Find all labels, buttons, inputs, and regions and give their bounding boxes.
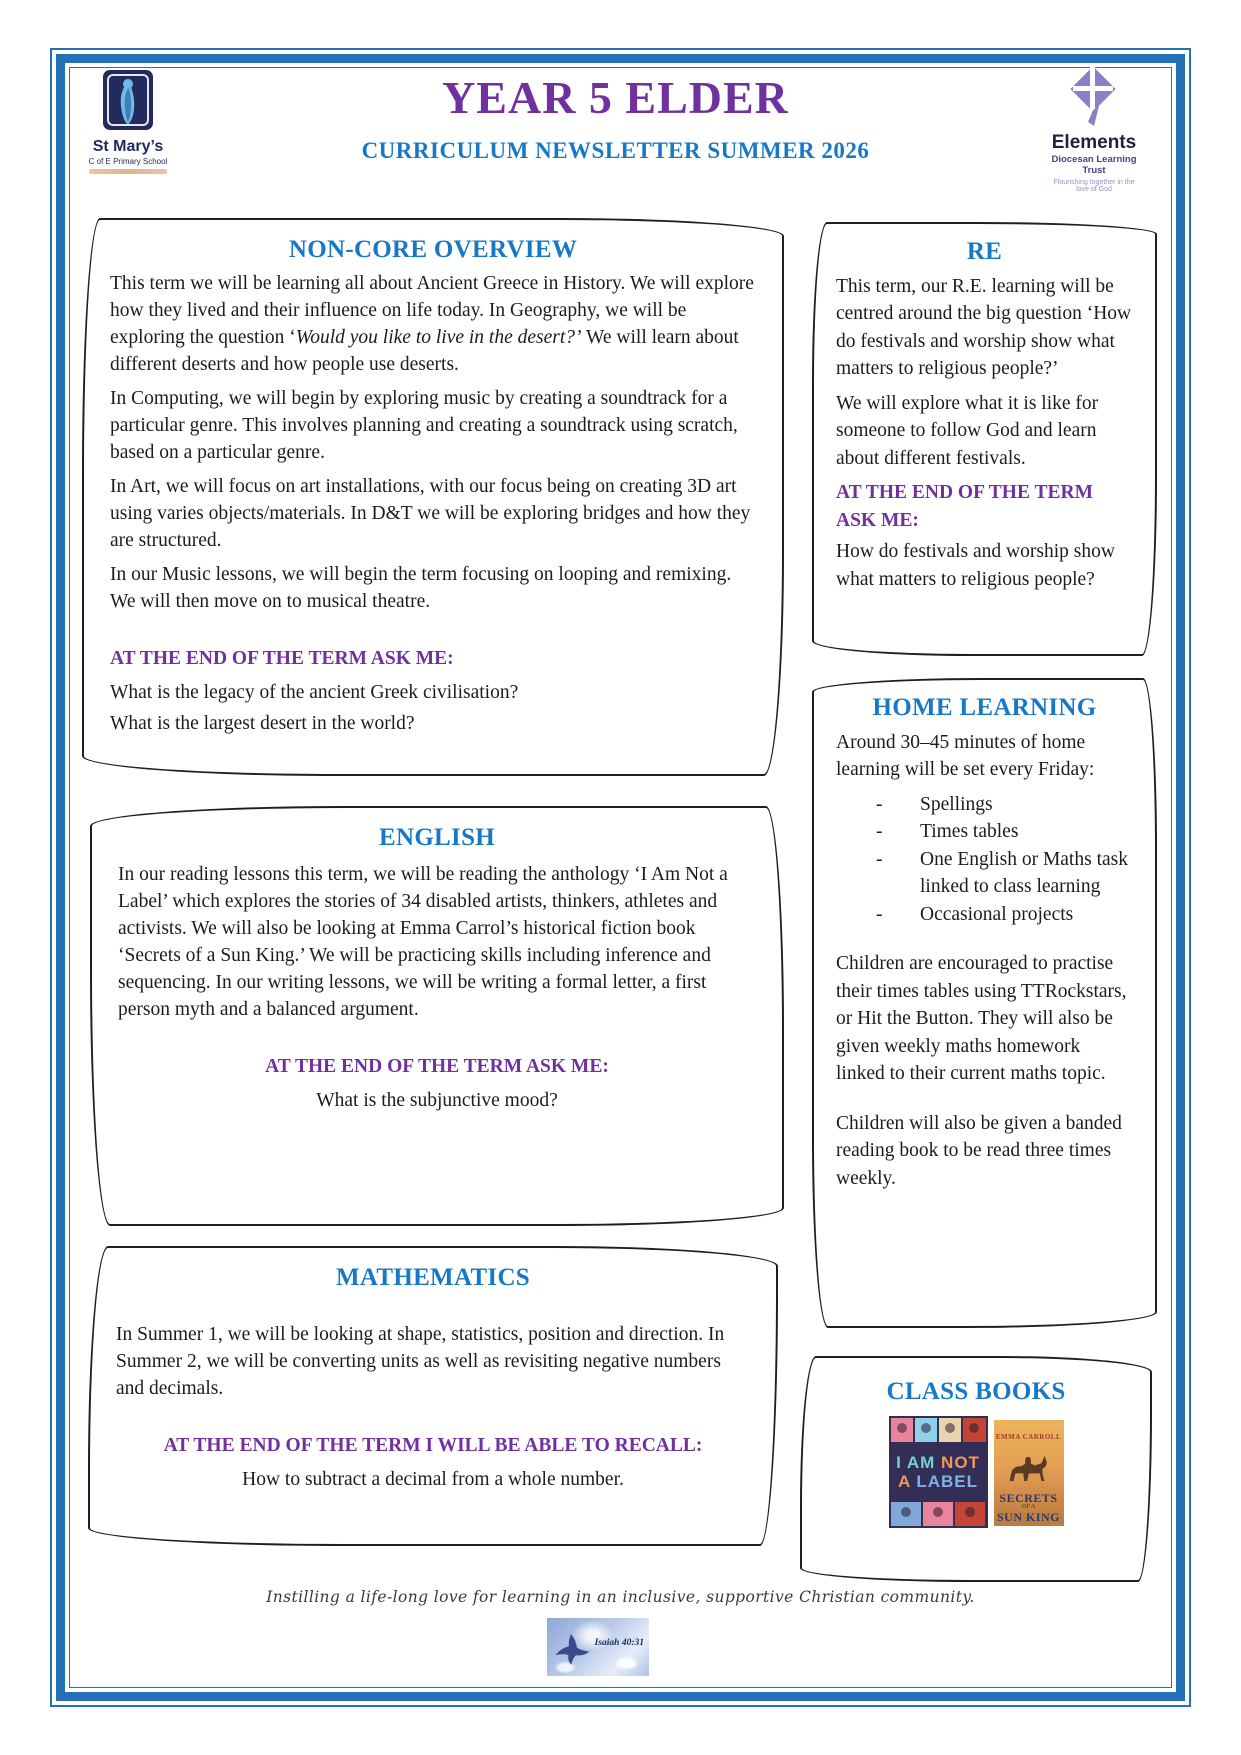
school-motto: Instilling a life-long love for learning in an inclusive, supportive Christian community. xyxy=(266,1588,975,1606)
bullet-marker: - xyxy=(876,793,883,815)
portrait-tile xyxy=(915,1418,937,1442)
mathematics-box xyxy=(88,1246,778,1546)
bible-verse: Isaiah 40:31 xyxy=(594,1638,644,1648)
book2-author: EMMA CARROLL xyxy=(995,1432,1062,1441)
re-ask-heading: AT THE END OF THE TERM ASK ME: xyxy=(836,482,1093,531)
bullet-text: Times tables xyxy=(920,821,1019,842)
english-question-1: What is the subjunctive mood? xyxy=(316,1090,558,1111)
class-books-title: CLASS BOOKS xyxy=(886,1378,1066,1405)
book2-title-line2: OF A xyxy=(1021,1503,1036,1510)
non-core-paragraph-1 xyxy=(110,270,756,378)
st-marys-emblem-icon xyxy=(100,68,156,132)
non-core-title: NON-CORE OVERVIEW xyxy=(288,236,578,263)
book1-title-line2b: LABEL xyxy=(916,1471,979,1491)
cover-portrait-tiles-top xyxy=(889,1416,988,1444)
re-question-1: How do festivals and worship show what matters to religious people? xyxy=(836,541,1115,590)
non-core-p1-text: This term we will be learning all about Ancient Greece in History. We will explore how they lived and their influence on life today. In Geography, we will be exploring the question ‘ xyxy=(110,273,754,348)
book2-title-line1: SECRETS xyxy=(999,1490,1058,1505)
bullet-text: One English or Maths task linked to class learning xyxy=(920,848,1128,897)
book1-title-line1b: NOT xyxy=(941,1452,980,1472)
book-cover-secrets-of-a-sun-king xyxy=(994,1420,1064,1526)
eagle-sky-image xyxy=(547,1618,649,1676)
non-core-p1-text-end: We will learn about different deserts and how people use deserts. xyxy=(110,327,739,375)
elements-subtitle: Diocesan Learning Trust xyxy=(1051,154,1137,176)
home-learning-bullet-list xyxy=(836,791,1133,929)
book1-title-line1a: I AM xyxy=(896,1452,942,1472)
home-learning-paragraph-3: Children will also be given a banded reading book to be read three times weekly. xyxy=(836,1112,1122,1189)
re-box xyxy=(812,222,1157,656)
book-cover-i-am-not-a-label xyxy=(889,1416,988,1528)
portrait-tile xyxy=(939,1418,961,1442)
elements-name: Elements xyxy=(1051,132,1137,153)
elements-cross-icon xyxy=(1063,66,1125,128)
list-item xyxy=(836,846,1133,901)
non-core-paragraph-4: In our Music lessons, we will begin the term focusing on looping and remixing. We will then move on to musical theatre. xyxy=(110,564,732,612)
english-title: ENGLISH xyxy=(378,824,496,851)
class-books-box xyxy=(800,1356,1152,1582)
elements-logo xyxy=(1048,66,1140,193)
portrait-tile xyxy=(891,1418,913,1442)
non-core-question-1: What is the legacy of the ancient Greek civilisation? xyxy=(110,682,519,703)
elements-tagline: Flourishing together in the love of God xyxy=(1053,179,1135,193)
st-marys-logo xyxy=(84,68,172,174)
book1-title-line2a: A xyxy=(897,1471,917,1491)
english-ask-heading: AT THE END OF THE TERM ASK ME: xyxy=(265,1056,609,1077)
portrait-tile xyxy=(923,1502,953,1526)
page-subtitle: CURRICULUM NEWSLETTER SUMMER 2026 xyxy=(361,138,870,163)
home-learning-intro: Around 30–45 minutes of home learning will be set every Friday: xyxy=(836,731,1095,780)
portrait-tile xyxy=(963,1418,985,1442)
st-marys-name: St Mary’s xyxy=(92,138,164,155)
re-title: RE xyxy=(966,238,1003,265)
home-learning-paragraph-2: Children are encouraged to practise their times tables using TTRockstars, or Hit the Button. They will also be given weekly maths homework linked to their current maths topic. xyxy=(836,953,1127,1084)
mathematics-ask-heading: AT THE END OF THE TERM I WILL BE ABLE TO RECALL: xyxy=(163,1435,703,1456)
bullet-marker: - xyxy=(876,848,883,870)
portrait-tile xyxy=(955,1502,985,1526)
bullet-text: Occasional projects xyxy=(920,903,1074,925)
re-paragraph-2: We will explore what it is like for someone to follow God and learn about different festivals. xyxy=(836,392,1099,469)
page-title: YEAR 5 ELDER xyxy=(442,72,789,123)
list-item xyxy=(836,791,1133,819)
non-core-overview-box xyxy=(82,218,784,776)
non-core-paragraph-3: In Art, we will focus on art installations, with our focus being on creating 3D art using varies objects/materials. In D&T we will be exploring bridges and how they are structured. xyxy=(110,476,751,551)
newsletter-header xyxy=(200,72,1031,164)
st-marys-tagline-bar xyxy=(89,169,167,174)
eagle-icon xyxy=(551,1620,611,1676)
non-core-ask-heading: AT THE END OF THE TERM ASK ME: xyxy=(110,648,454,669)
english-box xyxy=(90,806,784,1226)
home-learning-title: HOME LEARNING xyxy=(872,694,1097,721)
mathematics-paragraph-1: In Summer 1, we will be looking at shape, statistics, position and direction. In Summer 2, we will be converting units as well as revisiting negative numbers and decimals. xyxy=(116,1324,725,1399)
non-core-p1-italic: Would you like to live in the desert?’ xyxy=(295,327,582,348)
home-learning-box xyxy=(812,678,1157,1328)
mathematics-title: MATHEMATICS xyxy=(335,1264,531,1291)
camel-icon xyxy=(994,1453,1064,1492)
non-core-paragraph-2: In Computing, we will begin by exploring music by creating a soundtrack for a particular genre. This involves planning and creating a soundtrack using scratch, based on a particular genre. xyxy=(110,388,738,463)
re-paragraph-1: This term, our R.E. learning will be centred around the big question ‘How do festivals and worship show what matters to religious people?’ xyxy=(836,275,1132,379)
list-item xyxy=(836,818,1133,846)
list-item xyxy=(836,901,1133,929)
english-paragraph-1: In our reading lessons this term, we will be reading the anthology ‘I Am Not a Label’ which explores the stories of 34 disabled artists, thinkers, athletes and activists. We will also be looking at Emma Carrol’s historical fiction book ‘Secrets of a Sun King.’ We will be practicing skills including inference and sequencing. In our writing lessons, we will be writing a formal letter, a first person myth and a balanced argument. xyxy=(118,864,728,1020)
book1-title xyxy=(889,1444,988,1500)
bullet-text: Spellings xyxy=(920,793,993,815)
mathematics-question-1: How to subtract a decimal from a whole number. xyxy=(242,1469,624,1490)
book2-title-line3: SUN KING xyxy=(996,1509,1060,1524)
st-marys-subtitle: C of E Primary School xyxy=(88,157,168,166)
bullet-marker: - xyxy=(876,903,883,925)
portrait-tile xyxy=(891,1502,921,1526)
cover-portrait-tiles-bottom xyxy=(889,1500,988,1528)
bullet-marker: - xyxy=(876,821,883,842)
non-core-question-2: What is the largest desert in the world? xyxy=(110,713,415,734)
book-covers xyxy=(824,1416,1128,1528)
